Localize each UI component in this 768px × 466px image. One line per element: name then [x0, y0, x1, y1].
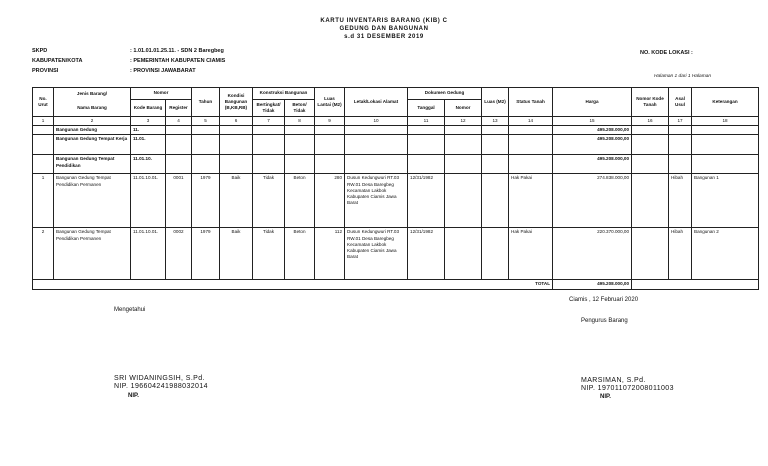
group-harga: 495.208.000,00 — [553, 135, 632, 155]
cell-bertingkat: Tidak — [253, 174, 285, 228]
left-signatory-nip: NIP. 196604241988032014 — [114, 383, 208, 390]
col-number: 7 — [253, 117, 285, 126]
doc-title: KARTU INVENTARIS BARANG (KIB) C — [320, 18, 448, 24]
header-konstruksi: Konstruksi Bangunan — [253, 88, 315, 100]
column-number-row — [33, 117, 759, 126]
cell-luas-lantai: 280 — [315, 174, 345, 228]
group-name: Bangunan Gedung — [54, 126, 131, 135]
cell-alamat: Dusun Kedungwuri RT.03 RW.01 Desa Baregbeg Kecamatan Lakbok Kabupaten Ciamis Jawa Barat — [345, 228, 408, 280]
right-signatory-name: MARSIMAN, S.Pd. — [581, 377, 646, 384]
col-number: 13 — [482, 117, 509, 126]
total-value: 495.208.000,00 — [553, 280, 632, 289]
skpd-label: SKPD — [32, 48, 48, 54]
col-number: 15 — [553, 117, 632, 126]
cell-asal: Hibah — [669, 228, 692, 280]
header-tahun: Tahun — [192, 88, 220, 117]
cell-kondisi: Baik — [220, 174, 253, 228]
cell-beton: Beton — [285, 174, 315, 228]
col-number: 8 — [285, 117, 315, 126]
cell-kondisi: Baik — [220, 228, 253, 280]
cell-asal: Hibah — [669, 174, 692, 228]
header-nomor-dokumen: Nomor — [445, 100, 482, 117]
cell-register: 0001 — [166, 174, 192, 228]
cell-tanggal: 12/31/1982 — [408, 228, 445, 280]
cell-nama: Bangunan Gedung Tempat Pendidikan Permanen — [54, 174, 131, 228]
header-luas-lantai: Luas Lantai (M2) — [315, 88, 345, 117]
col-number: 12 — [445, 117, 482, 126]
cell-kode-tanah — [632, 228, 669, 280]
group-code: 11.01.10. — [131, 155, 166, 174]
total-label: TOTAL — [33, 280, 553, 289]
header-kode-tanah: Nomor Kode Tanah — [632, 88, 669, 117]
col-number: 5 — [192, 117, 220, 126]
header-register: Register — [166, 100, 192, 117]
cell-no: 2 — [33, 228, 54, 280]
cell-bertingkat: Tidak — [253, 228, 285, 280]
header-bertingkat: Bertingkat/ Tidak — [253, 100, 285, 117]
cell-kode: 11.01.10.01. — [131, 228, 166, 280]
doc-period: s.d 31 DESEMBER 2019 — [344, 34, 424, 40]
pengurus-label: Pengurus Barang — [581, 318, 628, 324]
table-row — [33, 174, 759, 228]
kode-lokasi-label: NO. KODE LOKASI : — [640, 50, 693, 56]
skpd-value: : 1.01.01.01.25.11. - SDN 2 Baregbeg — [130, 48, 224, 54]
col-number: 11 — [408, 117, 445, 126]
group-name: Bangunan Gedung Tempat Pendidikan — [54, 155, 131, 174]
place-date: Ciamis , 12 Februari 2020 — [569, 297, 639, 303]
col-number: 16 — [632, 117, 669, 126]
header-row-1 — [33, 88, 759, 100]
group-code: 11.01. — [131, 135, 166, 155]
col-number: 3 — [131, 117, 166, 126]
cell-kode-tanah — [632, 174, 669, 228]
header-beton: Beton/ Tidak — [285, 100, 315, 117]
header-letak: Letak/Lokasi Alamat — [345, 88, 408, 117]
cell-tanggal: 12/31/1982 — [408, 174, 445, 228]
cell-register: 0002 — [166, 228, 192, 280]
header-harga: Harga — [553, 88, 632, 117]
header-no: No. Urut — [33, 88, 54, 117]
cell-kode: 11.01.10.01. — [131, 174, 166, 228]
cell-beton: Beton — [285, 228, 315, 280]
left-signatory-name: SRI WIDANINGSIH, S.Pd. — [114, 375, 205, 382]
cell-luas — [482, 228, 509, 280]
cell-tahun: 1979 — [192, 174, 220, 228]
inventory-table — [32, 87, 759, 290]
header-nama: Nama Barang — [54, 100, 131, 117]
cell-status: Hak Pakai — [509, 174, 553, 228]
col-number: 10 — [345, 117, 408, 126]
provinsi-label: PROVINSI — [32, 68, 59, 74]
cell-harga: 274.838.000,00 — [553, 174, 632, 228]
header-status: Status Tanah — [509, 88, 553, 117]
right-signatory-nip: NIP. 197011072008011003 — [581, 385, 674, 392]
group-row — [33, 155, 759, 174]
col-number: 9 — [315, 117, 345, 126]
cell-harga: 220.370.000,00 — [553, 228, 632, 280]
col-number: 2 — [54, 117, 131, 126]
group-harga: 495.208.000,00 — [553, 126, 632, 135]
cell-status: Hak Pakai — [509, 228, 553, 280]
kabupaten-value: : PEMERINTAH KABUPATEN CIAMIS — [130, 58, 226, 64]
group-row — [33, 135, 759, 155]
col-number: 14 — [509, 117, 553, 126]
left-signatory-nip2: NIP. — [128, 393, 139, 399]
cell-nomor-dokumen — [445, 228, 482, 280]
col-number: 1 — [33, 117, 54, 126]
cell-luas-lantai: 112 — [315, 228, 345, 280]
doc-subtitle: GEDUNG DAN BANGUNAN — [339, 26, 429, 32]
mengetahui-label: Mengetahui — [114, 307, 146, 313]
col-number: 18 — [692, 117, 759, 126]
header-kode-barang: Kode Barang — [131, 100, 166, 117]
provinsi-value: : PROVINSI JAWABARAT — [130, 68, 196, 74]
header-asal: Asal Usul — [669, 88, 692, 117]
cell-no: 1 — [33, 174, 54, 228]
header-keterangan: Keterangan — [692, 88, 759, 117]
kabupaten-label: KABUPATEN/KOTA — [32, 58, 83, 64]
cell-keterangan: Bangunan 1 — [692, 174, 759, 228]
table-row — [33, 228, 759, 280]
group-name: Bangunan Gedung Tempat Kerja — [54, 135, 131, 155]
cell-tahun: 1979 — [192, 228, 220, 280]
cell-keterangan: Bangunan 2 — [692, 228, 759, 280]
col-number: 17 — [669, 117, 692, 126]
total-row — [33, 280, 759, 289]
page-indicator: Halaman 1 dari 1 Halaman — [654, 74, 712, 79]
col-number: 4 — [166, 117, 192, 126]
header-tanggal: Tanggal — [408, 100, 445, 117]
header-dokumen: Dokumen Gedung — [408, 88, 482, 100]
header-luas: Luas (M2) — [482, 88, 509, 117]
group-row — [33, 126, 759, 135]
col-number: 6 — [220, 117, 253, 126]
cell-nomor-dokumen — [445, 174, 482, 228]
right-signatory-nip2: NIP. — [600, 394, 611, 400]
cell-alamat: Dusun Kedungwuri RT.03 RW.01 Desa Baregbeg Kecamatan Lakbok Kabupaten Ciamis Jawa Barat — [345, 174, 408, 228]
cell-luas — [482, 174, 509, 228]
group-code: 11. — [131, 126, 166, 135]
cell-nama: Bangunan Gedung Tempat Pendidikan Permanen — [54, 228, 131, 280]
header-jenis: Jenis Barang/ — [54, 88, 131, 100]
header-nomor: Nomor — [131, 88, 192, 100]
header-kondisi: Kondisi Bangunan (B,KB,RB) — [220, 88, 253, 117]
group-harga: 495.208.000,00 — [553, 155, 632, 174]
